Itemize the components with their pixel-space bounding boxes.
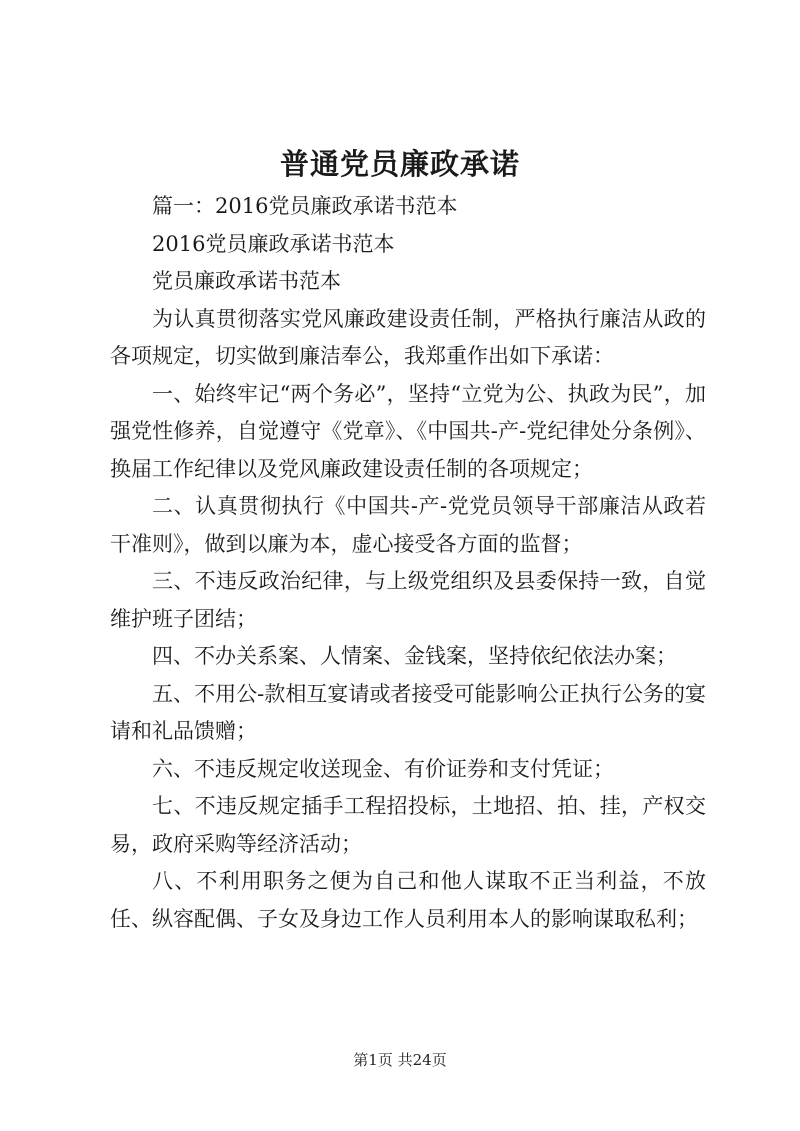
paragraph-item: 三、不违反政治纪律，与上级党组织及县委保持一致，自觉维护班子团结； <box>110 569 706 631</box>
page-title: 普通党员廉政承诺 <box>279 147 520 181</box>
paragraph-subheading: 党员廉政承诺书范本 <box>152 269 341 293</box>
paragraph-subheading: 2016党员廉政承诺书范本 <box>152 231 395 256</box>
paragraph-item: 四、不办关系案、人情案、金钱案，坚持依纪依法办案； <box>152 644 677 668</box>
document-body <box>110 188 706 938</box>
paragraph-item: 七、不违反规定插手工程招投标，土地招、拍、挂，产权交易，政府采购等经济活动； <box>110 794 706 856</box>
paragraph-intro: 为认真贯彻落实党风廉政建设责任制，严格执行廉洁从政的各项规定，切实做到廉洁奉公，我郑重作出如下承诺： <box>110 306 706 368</box>
paragraph-item: 六、不违反规定收送现金、有价证券和支付凭证； <box>152 756 614 781</box>
paragraph-item: 八、不利用职务之便为自己和他人谋取不正当利益，不放任、纵容配偶、子女及身边工作人员利用本人的影响谋取私利； <box>110 869 706 931</box>
paragraph-item: 五、不用公-款相互宴请或者接受可能影响公正执行公务的宴请和礼品馈赠； <box>110 681 706 743</box>
paragraph-heading: 篇一：2016党员廉政承诺书范本 <box>152 194 458 218</box>
page-footer: 第1页 共24页 <box>353 1051 447 1069</box>
paragraph-item: 二、认真贯彻执行《中国共-产-党党员领导干部廉洁从政若干准则》，做到以廉为本，虚心接受各方面的监督； <box>110 494 706 556</box>
paragraph-item: 一、始终牢记“两个务必”，坚持“立党为公、执政为民”，加强党性修养，自觉遵守《党章》、《中国共-产-党纪律处分条例》、换届工作纪律以及党风廉政建设责任制的各项规定； <box>110 381 706 481</box>
